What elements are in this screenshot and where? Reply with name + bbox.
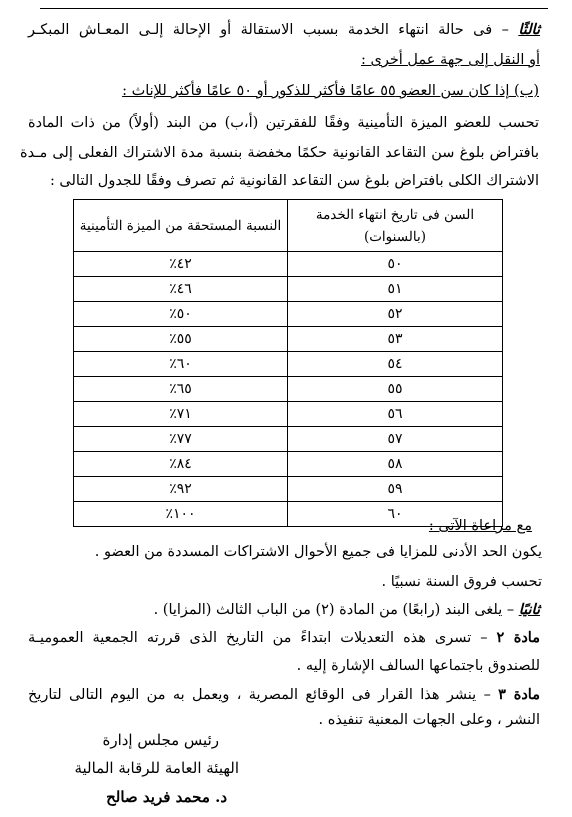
para-third-line1 bbox=[28, 20, 540, 40]
age-cell: ٥٩ bbox=[288, 477, 503, 502]
age-cell: ٥٣ bbox=[288, 327, 503, 352]
age-cell: ٥٢ bbox=[288, 302, 503, 327]
table-row bbox=[74, 377, 503, 402]
notes-line2: تحسب فروق السنة نسبيًا . bbox=[381, 574, 542, 590]
para-third-line2: أو النقل إلى جهة عمل أخرى : bbox=[360, 52, 540, 68]
ratio-cell: ٥٠٪ bbox=[74, 302, 288, 327]
age-cell: ٥٥ bbox=[288, 377, 503, 402]
article3-label: مادة ٣ bbox=[498, 686, 540, 703]
article3-text: – ينشر هذا القرار فى الوقائع المصرية ، ويعمل به من اليوم التالى لتاريخ bbox=[28, 687, 499, 703]
ratio-cell: ٧١٪ bbox=[74, 402, 288, 427]
para-third-text: – فى حالة انتهاء الخدمة بسبب الاستقالة أو الإحالة إلـى المعـاش المبكـر bbox=[28, 22, 519, 38]
article2-line2: للصندوق باجتماعها السالف الإشارة إليه . bbox=[296, 658, 540, 674]
ratio-cell: ٦٥٪ bbox=[74, 377, 288, 402]
article2-text: – تسرى هذه التعديلات ابتداءً من التاريخ الذى قررته الجمعية العموميـة bbox=[28, 630, 497, 646]
ratio-cell: ٥٥٪ bbox=[74, 327, 288, 352]
article3-line2: النشر ، وعلى الجهات المعنية تنفيذه . bbox=[318, 712, 540, 728]
signature-title2: الهيئة العامة للرقابة المالية bbox=[74, 759, 239, 777]
header-age: السن فى تاريخ انتهاء الخدمة (بالسنوات) bbox=[288, 200, 503, 252]
age-cell: ٥٨ bbox=[288, 452, 503, 477]
second-clause bbox=[154, 600, 540, 620]
notes-heading: مع مراعاة الآتى : bbox=[428, 518, 532, 534]
signature-name: د. محمد فريد صالح bbox=[106, 788, 227, 806]
notes-line1: يكون الحد الأدنى للمزايا فى جميع الأحوال الاشتراكات المسددة من العضو . bbox=[94, 544, 542, 560]
table-row bbox=[74, 252, 503, 277]
age-cell: ٥٦ bbox=[288, 402, 503, 427]
table-row bbox=[74, 427, 503, 452]
clause-b: (ب) إذا كان سن العضو ٥٥ عامًا فأكثر للذكور أو ٥٠ عامًا فأكثر للإناث : bbox=[122, 83, 539, 99]
benefit-table bbox=[73, 199, 503, 527]
second-label: ثانيًا bbox=[518, 601, 540, 618]
ratio-cell: ٨٤٪ bbox=[74, 452, 288, 477]
ratio-cell: ٦٠٪ bbox=[74, 352, 288, 377]
age-cell: ٦٠ bbox=[288, 502, 503, 527]
table-row bbox=[74, 402, 503, 427]
table-row bbox=[74, 477, 503, 502]
age-cell: ٥١ bbox=[288, 277, 503, 302]
table-header-row bbox=[74, 200, 503, 252]
calc-line3: الاشتراك الكلى بافتراض بلوغ سن التقاعد القانونية ثم تصرف وفقًا للجدول التالى : bbox=[49, 173, 539, 189]
ratio-cell: ٤٦٪ bbox=[74, 277, 288, 302]
para-third-label: ثالثًا bbox=[518, 21, 540, 38]
calc-line2: بافتراض بلوغ سن التقاعد القانونية حكمًا مخفضة بنسبة مدة الاشتراك الفعلى إلى مـدة bbox=[20, 145, 539, 161]
article2-line1 bbox=[28, 628, 540, 648]
second-text: – يلغى البند (رابعًا) من المادة (٢) من الباب الثالث (المزايا) . bbox=[153, 602, 519, 618]
header-ratio: النسبة المستحقة من الميزة التأمينية bbox=[74, 200, 288, 252]
table-row bbox=[74, 452, 503, 477]
signature-title1: رئيس مجلس إدارة bbox=[102, 731, 219, 749]
ratio-cell: ١٠٠٪ bbox=[74, 502, 288, 527]
article2-label: مادة ٢ bbox=[496, 629, 540, 646]
ratio-cell: ٩٢٪ bbox=[74, 477, 288, 502]
ratio-cell: ٧٧٪ bbox=[74, 427, 288, 452]
top-rule bbox=[40, 8, 548, 9]
age-cell: ٥٤ bbox=[288, 352, 503, 377]
article3-line1 bbox=[28, 685, 540, 705]
table-row bbox=[74, 327, 503, 352]
age-cell: ٥٠ bbox=[288, 252, 503, 277]
table-row bbox=[74, 302, 503, 327]
ratio-cell: ٤٢٪ bbox=[74, 252, 288, 277]
calc-line1: تحسب للعضو الميزة التأمينية وفقًا للفقرتين (أ،ب) من البند (أولاً) من ذات المادة bbox=[28, 115, 539, 131]
table-row bbox=[74, 277, 503, 302]
age-cell: ٥٧ bbox=[288, 427, 503, 452]
table-row bbox=[74, 352, 503, 377]
